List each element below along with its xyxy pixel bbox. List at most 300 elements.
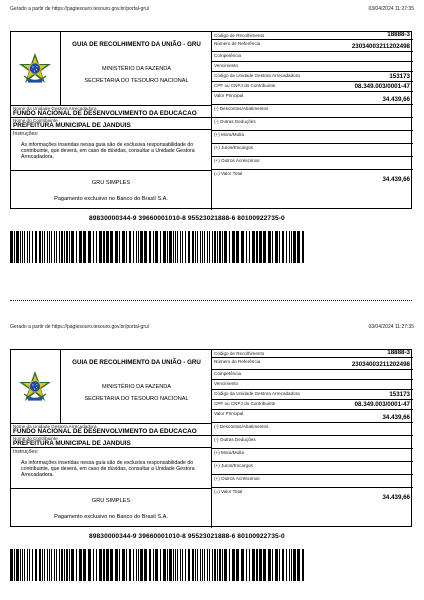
contributor-cell (11, 435, 211, 447)
field-row (212, 436, 413, 449)
generated-from-text: Gerado a partir de https://pagtesouro.tesouro.gov.br/portal-gru/ (10, 6, 150, 12)
barcode-bar (275, 231, 278, 263)
barcode-bar (252, 549, 255, 581)
barcode-bar (96, 231, 97, 263)
barcode-bar (195, 231, 196, 263)
barcode-bar (76, 231, 77, 263)
barcode-bar (263, 549, 266, 581)
field-row (212, 370, 413, 380)
barcode-bar (149, 231, 151, 263)
barcode-bar (144, 231, 147, 263)
barcode-bar (232, 231, 235, 263)
barcode-bar (217, 231, 218, 263)
barcode-bar (197, 549, 198, 581)
barcode-bar (160, 549, 161, 581)
field-label: (=) Valor Total (214, 489, 243, 494)
barcode-bar (180, 231, 181, 263)
barcode-bar (126, 231, 127, 263)
field-label: Valor Principal (214, 411, 244, 416)
barcode-bar (66, 231, 68, 263)
barcode-bar (286, 231, 287, 263)
barcode-bar (289, 231, 290, 263)
barcode-bar (16, 231, 19, 263)
barcode (10, 549, 306, 581)
barcode-bar (173, 231, 174, 263)
barcode-bar (209, 231, 210, 263)
barcode-bar (14, 549, 15, 581)
field-row (212, 358, 413, 370)
barcode-bar (122, 549, 125, 581)
ug-name-value: FUNDO NACIONAL DE DESENVOLVIMENTO DA EDUCACAO (13, 110, 197, 117)
barcode-bar (268, 231, 271, 263)
field-label: (+) Mora/Multa (214, 132, 244, 137)
secretariat-name: SECRETARIA DO TESOURO NACIONAL (84, 396, 189, 402)
barcode-bar (138, 231, 139, 263)
field-value: 34.439,66 (382, 176, 410, 183)
barcode-bar (232, 549, 235, 581)
field-row (212, 390, 413, 400)
barcode-bar (88, 231, 91, 263)
field-value: 18888-3 (387, 349, 410, 356)
barcode-bar (93, 549, 94, 581)
barcode-bar (200, 231, 201, 263)
barcode-bar (214, 231, 216, 263)
barcode-bar (155, 549, 158, 581)
brazil-coat-of-arms-icon (18, 370, 52, 404)
linha-digitavel: 89830000344-9 39660001010-8 95523021888-6 80100922735-0 (89, 215, 285, 222)
field-value: 23034003211202498 (351, 361, 410, 368)
barcode-bar (275, 549, 278, 581)
ug-name-value: FUNDO NACIONAL DE DESENVOLVIMENTO DA EDUCACAO (13, 428, 197, 435)
barcode-bar (214, 549, 216, 581)
barcode-bar (209, 549, 210, 581)
field-label: Código da Unidade Gestora Arrecadadora (214, 73, 300, 78)
barcode-bar (126, 549, 127, 581)
barcode-bar (32, 231, 33, 263)
field-label: Vencimento (214, 63, 239, 68)
barcode-bar (22, 549, 23, 581)
barcode-bar (204, 549, 205, 581)
field-value: 153173 (389, 391, 410, 398)
generated-timestamp: 03/04/2024 11:27:35 (368, 324, 414, 330)
barcode-bar (182, 549, 183, 581)
barcode-bar (140, 231, 143, 263)
barcode-bar (83, 231, 86, 263)
barcode-bar (138, 549, 139, 581)
gru-type-cell (11, 170, 211, 210)
generated-timestamp: 03/04/2024 11:27:35 (368, 6, 414, 12)
barcode-bar (263, 231, 266, 263)
right-column (212, 32, 413, 210)
barcode-bar (129, 231, 131, 263)
barcode-bar (229, 549, 230, 581)
field-value: 34.439,66 (382, 96, 410, 103)
barcode-bar (180, 549, 181, 581)
barcode-bar (249, 231, 250, 263)
barcode-bar (177, 549, 178, 581)
barcode-bar (69, 231, 70, 263)
barcode-bar (169, 549, 172, 581)
field-row (212, 475, 413, 488)
barcode-bar (49, 231, 50, 263)
logo-box (11, 32, 61, 105)
field-row (212, 350, 413, 358)
right-column (212, 350, 413, 528)
barcode-bar (99, 549, 102, 581)
barcode-bar (47, 231, 48, 263)
barcode-bar (182, 231, 183, 263)
ug-name-cell (11, 105, 211, 117)
barcode-bar (188, 231, 190, 263)
barcode-bar (61, 231, 63, 263)
field-row (212, 118, 413, 131)
barcode-bar (35, 231, 37, 263)
field-row (212, 32, 413, 40)
barcode-bar (236, 231, 239, 263)
barcode-bar (44, 231, 45, 263)
left-column (11, 32, 212, 210)
barcode-bar (64, 549, 65, 581)
barcode-bar (140, 549, 143, 581)
barcode-bar (249, 549, 250, 581)
barcode-bar (282, 231, 284, 263)
barcode-bar (217, 549, 218, 581)
barcode-bar (185, 549, 186, 581)
field-label: Número de Referência (214, 41, 261, 46)
barcode-bar (35, 549, 37, 581)
barcode-bar (160, 231, 161, 263)
contributor-label: Nome do Contribuinte (13, 118, 58, 123)
field-label: Valor Principal (214, 93, 244, 98)
barcode-bar (163, 231, 166, 263)
barcode-bar (236, 549, 239, 581)
barcode-bar (64, 231, 65, 263)
barcode-bar (29, 549, 30, 581)
contributor-value: PREFEITURA MUNICIPAL DE JANDUIS (13, 440, 131, 447)
barcode-bar (282, 549, 284, 581)
left-column (11, 350, 212, 528)
linha-digitavel: 89830000344-9 39660001010-8 95523021888-6 80100922735-0 (89, 533, 285, 540)
barcode-bar (79, 549, 82, 581)
barcode-bar (39, 231, 41, 263)
barcode-bar (200, 549, 201, 581)
barcode-bar (96, 549, 97, 581)
barcode-bar (219, 549, 221, 581)
barcode-bar (195, 549, 196, 581)
barcode-bar (155, 231, 158, 263)
barcode-bar (286, 549, 287, 581)
barcode-bar (173, 549, 174, 581)
field-row (212, 157, 413, 170)
barcode-bar (302, 231, 304, 263)
barcode-bar (224, 549, 227, 581)
barcode-bar (103, 549, 105, 581)
barcode-bar (119, 549, 120, 581)
gru-simples-label: GRU SIMPLES (91, 180, 131, 186)
barcode-bar (241, 549, 244, 581)
barcode-bar (144, 549, 147, 581)
payment-note: Pagamento exclusivo no Banco do Brasil S.A. (54, 196, 168, 202)
field-label: Código da Unidade Gestora Arrecadadora (214, 391, 300, 396)
barcode-bar (115, 549, 118, 581)
field-label: Competência (214, 371, 242, 376)
field-label: (-) Descontos/Abatimentos (214, 106, 269, 111)
gru-type-cell (11, 488, 211, 528)
barcode-bar (83, 549, 86, 581)
barcode-bar (39, 549, 41, 581)
barcode-bar (204, 231, 205, 263)
instructions-cell (11, 129, 211, 170)
barcode-bar (20, 231, 21, 263)
barcode-bar (51, 231, 52, 263)
barcode-bar (22, 231, 23, 263)
payment-note: Pagamento exclusivo no Banco do Brasil S.A. (54, 514, 168, 520)
field-label: (-) Outras Deduções (214, 437, 256, 442)
field-value: 08.349.003/0001-47 (354, 401, 410, 408)
barcode-bar (51, 549, 52, 581)
barcode-bar (207, 231, 208, 263)
gru-copy (0, 0, 424, 282)
instructions-label: Instruções: (13, 131, 39, 137)
barcode-bar (291, 231, 292, 263)
barcode-bar (202, 549, 203, 581)
barcode-bar (59, 231, 60, 263)
ministry-name: MINISTÉRIO DA FAZENDA (102, 384, 171, 390)
barcode-bar (24, 549, 25, 581)
field-label: (+) Mora/Multa (214, 450, 244, 455)
barcode-bar (93, 231, 94, 263)
barcode-bar (24, 231, 25, 263)
field-row (212, 92, 413, 105)
ug-name-cell (11, 423, 211, 435)
field-label: (+) Juros/Encargos (214, 463, 253, 468)
field-row (212, 72, 413, 82)
ug-name-label: Nome da Unidade Gestora Arrecadadora (13, 424, 97, 429)
barcode-bar (32, 549, 33, 581)
barcode-bar (56, 231, 57, 263)
barcode-bar (272, 549, 273, 581)
field-value: 08.349.003/0001-47 (354, 83, 410, 90)
field-row (212, 380, 413, 390)
field-label: Código de Recolhimento (214, 351, 265, 356)
barcode-bar (222, 549, 223, 581)
barcode-bar (29, 231, 30, 263)
field-row (212, 62, 413, 72)
barcode-bar (169, 231, 172, 263)
ug-name-label: Nome da Unidade Gestora Arrecadadora (13, 106, 97, 111)
barcode-bar (69, 549, 70, 581)
barcode-bar (20, 549, 21, 581)
barcode-bar (293, 549, 296, 581)
barcode-bar (119, 231, 120, 263)
barcode-bar (153, 231, 154, 263)
barcode-bar (110, 231, 113, 263)
barcode-bar (27, 231, 28, 263)
barcode-bar (136, 549, 137, 581)
barcode-bar (302, 549, 304, 581)
field-row (212, 144, 413, 157)
barcode-bar (79, 231, 82, 263)
barcode-bar (66, 549, 68, 581)
contributor-label: Nome do Contribuinte (13, 436, 58, 441)
barcode-bar (212, 231, 213, 263)
barcode-bar (16, 549, 19, 581)
field-label: Competência (214, 53, 242, 58)
field-row (212, 82, 413, 92)
field-row (212, 449, 413, 462)
instructions-text: As informações inseridas nessa guia são de exclusiva responsabilidade do contribuinte, que deverá, em caso de dúvidas, consultar a Unidade Gestora Arrecadadora. (21, 460, 195, 479)
barcode-bar (76, 549, 77, 581)
field-row (212, 410, 413, 423)
gru-form (10, 31, 412, 209)
instructions-cell (11, 447, 211, 488)
barcode-bar (110, 549, 113, 581)
barcode-bar (188, 549, 190, 581)
barcode-bar (115, 231, 118, 263)
field-row (212, 170, 413, 184)
barcode-bar (88, 549, 91, 581)
barcode-bar (224, 231, 227, 263)
field-label: (+) Outros Acréscimos (214, 158, 260, 163)
barcode-bar (122, 231, 125, 263)
barcode-bar (44, 549, 45, 581)
field-label: CPF ou CNPJ do Contribuinte (214, 83, 276, 88)
barcode-bar (42, 231, 43, 263)
brazil-coat-of-arms-icon (18, 52, 52, 86)
barcode-bar (14, 231, 15, 263)
barcode-bar (163, 549, 166, 581)
barcode-bar (133, 231, 134, 263)
barcode-bar (219, 231, 221, 263)
title-box (61, 32, 212, 105)
barcode-bar (192, 231, 194, 263)
field-label: (-) Outras Deduções (214, 119, 256, 124)
logo-box (11, 350, 61, 423)
barcode-bar (197, 231, 198, 263)
barcode-bar (42, 549, 43, 581)
field-value: 34.439,66 (382, 494, 410, 501)
barcode-bar (167, 231, 168, 263)
barcode-bar (177, 231, 178, 263)
barcode (10, 231, 306, 263)
barcode-bar (47, 549, 48, 581)
field-row (212, 423, 413, 436)
barcode-bar (272, 231, 273, 263)
barcode-bar (27, 549, 28, 581)
barcode-bar (268, 549, 271, 581)
barcode-bar (289, 549, 290, 581)
field-label: Vencimento (214, 381, 239, 386)
barcode-bar (212, 549, 213, 581)
barcode-bar (256, 231, 258, 263)
barcode-bar (246, 549, 247, 581)
barcode-bar (167, 549, 168, 581)
barcode-bar (207, 549, 208, 581)
contributor-cell (11, 117, 211, 129)
secretariat-name: SECRETARIA DO TESOURO NACIONAL (84, 78, 189, 84)
barcode-bar (59, 549, 60, 581)
field-row (212, 105, 413, 118)
field-label: (=) Valor Total (214, 171, 243, 176)
field-value: 34.439,66 (382, 414, 410, 421)
barcode-bar (229, 231, 230, 263)
instructions-text: As informações inseridas nessa guia são de exclusiva responsabilidade do contribuinte, que deverá, em caso de dúvidas, consultar a Unidade Gestora Arrecadadora. (21, 142, 195, 161)
barcode-bar (279, 549, 280, 581)
barcode-bar (71, 549, 74, 581)
barcode-bar (246, 231, 247, 263)
title-box (61, 350, 212, 423)
cut-line (10, 300, 412, 301)
contributor-value: PREFEITURA MUNICIPAL DE JANDUIS (13, 122, 131, 129)
field-value: 153173 (389, 73, 410, 80)
barcode-bar (71, 231, 74, 263)
barcode-bar (293, 231, 296, 263)
barcode-bar (175, 231, 176, 263)
barcode-bar (10, 231, 13, 263)
field-row (212, 400, 413, 410)
barcode-bar (279, 231, 280, 263)
barcode-bar (149, 549, 151, 581)
barcode-bar (297, 231, 300, 263)
barcode-bar (106, 231, 109, 263)
barcode-bar (259, 231, 262, 263)
field-row (212, 488, 413, 502)
barcode-bar (291, 549, 292, 581)
barcode-bar (56, 549, 57, 581)
barcode-bar (54, 549, 55, 581)
barcode-bar (259, 549, 262, 581)
barcode-bar (256, 549, 258, 581)
barcode-bar (175, 549, 176, 581)
barcode-bar (153, 549, 154, 581)
barcode-bar (297, 549, 300, 581)
barcode-bar (106, 549, 109, 581)
field-row (212, 131, 413, 144)
instructions-label: Instruções: (13, 449, 39, 455)
barcode-bar (54, 231, 55, 263)
form-title: GUIA DE RECOLHIMENTO DA UNIÃO - GRU (72, 359, 201, 366)
barcode-bar (49, 549, 50, 581)
barcode-bar (202, 231, 203, 263)
field-value: 23034003211202498 (351, 43, 410, 50)
field-row (212, 40, 413, 52)
barcode-bar (103, 231, 105, 263)
barcode-bar (185, 231, 186, 263)
generated-from-text: Gerado a partir de https://pagtesouro.tesouro.gov.br/portal-gru/ (10, 324, 150, 330)
barcode-bar (10, 549, 13, 581)
form-title: GUIA DE RECOLHIMENTO DA UNIÃO - GRU (72, 41, 201, 48)
field-value: 18888-3 (387, 31, 410, 38)
barcode-bar (241, 231, 244, 263)
barcode-bar (99, 231, 102, 263)
barcode-bar (133, 549, 134, 581)
ministry-name: MINISTÉRIO DA FAZENDA (102, 66, 171, 72)
field-label: Código de Recolhimento (214, 33, 265, 38)
field-row (212, 52, 413, 62)
gru-form (10, 349, 412, 527)
barcode-bar (136, 231, 137, 263)
field-label: (-) Descontos/Abatimentos (214, 424, 269, 429)
gru-copy (0, 318, 424, 600)
field-label: (+) Outros Acréscimos (214, 476, 260, 481)
barcode-bar (222, 231, 223, 263)
field-label: CPF ou CNPJ do Contribuinte (214, 401, 276, 406)
field-label: Número de Referência (214, 359, 261, 364)
barcode-bar (61, 549, 63, 581)
barcode-bar (192, 549, 194, 581)
field-row (212, 462, 413, 475)
gru-simples-label: GRU SIMPLES (91, 498, 131, 504)
